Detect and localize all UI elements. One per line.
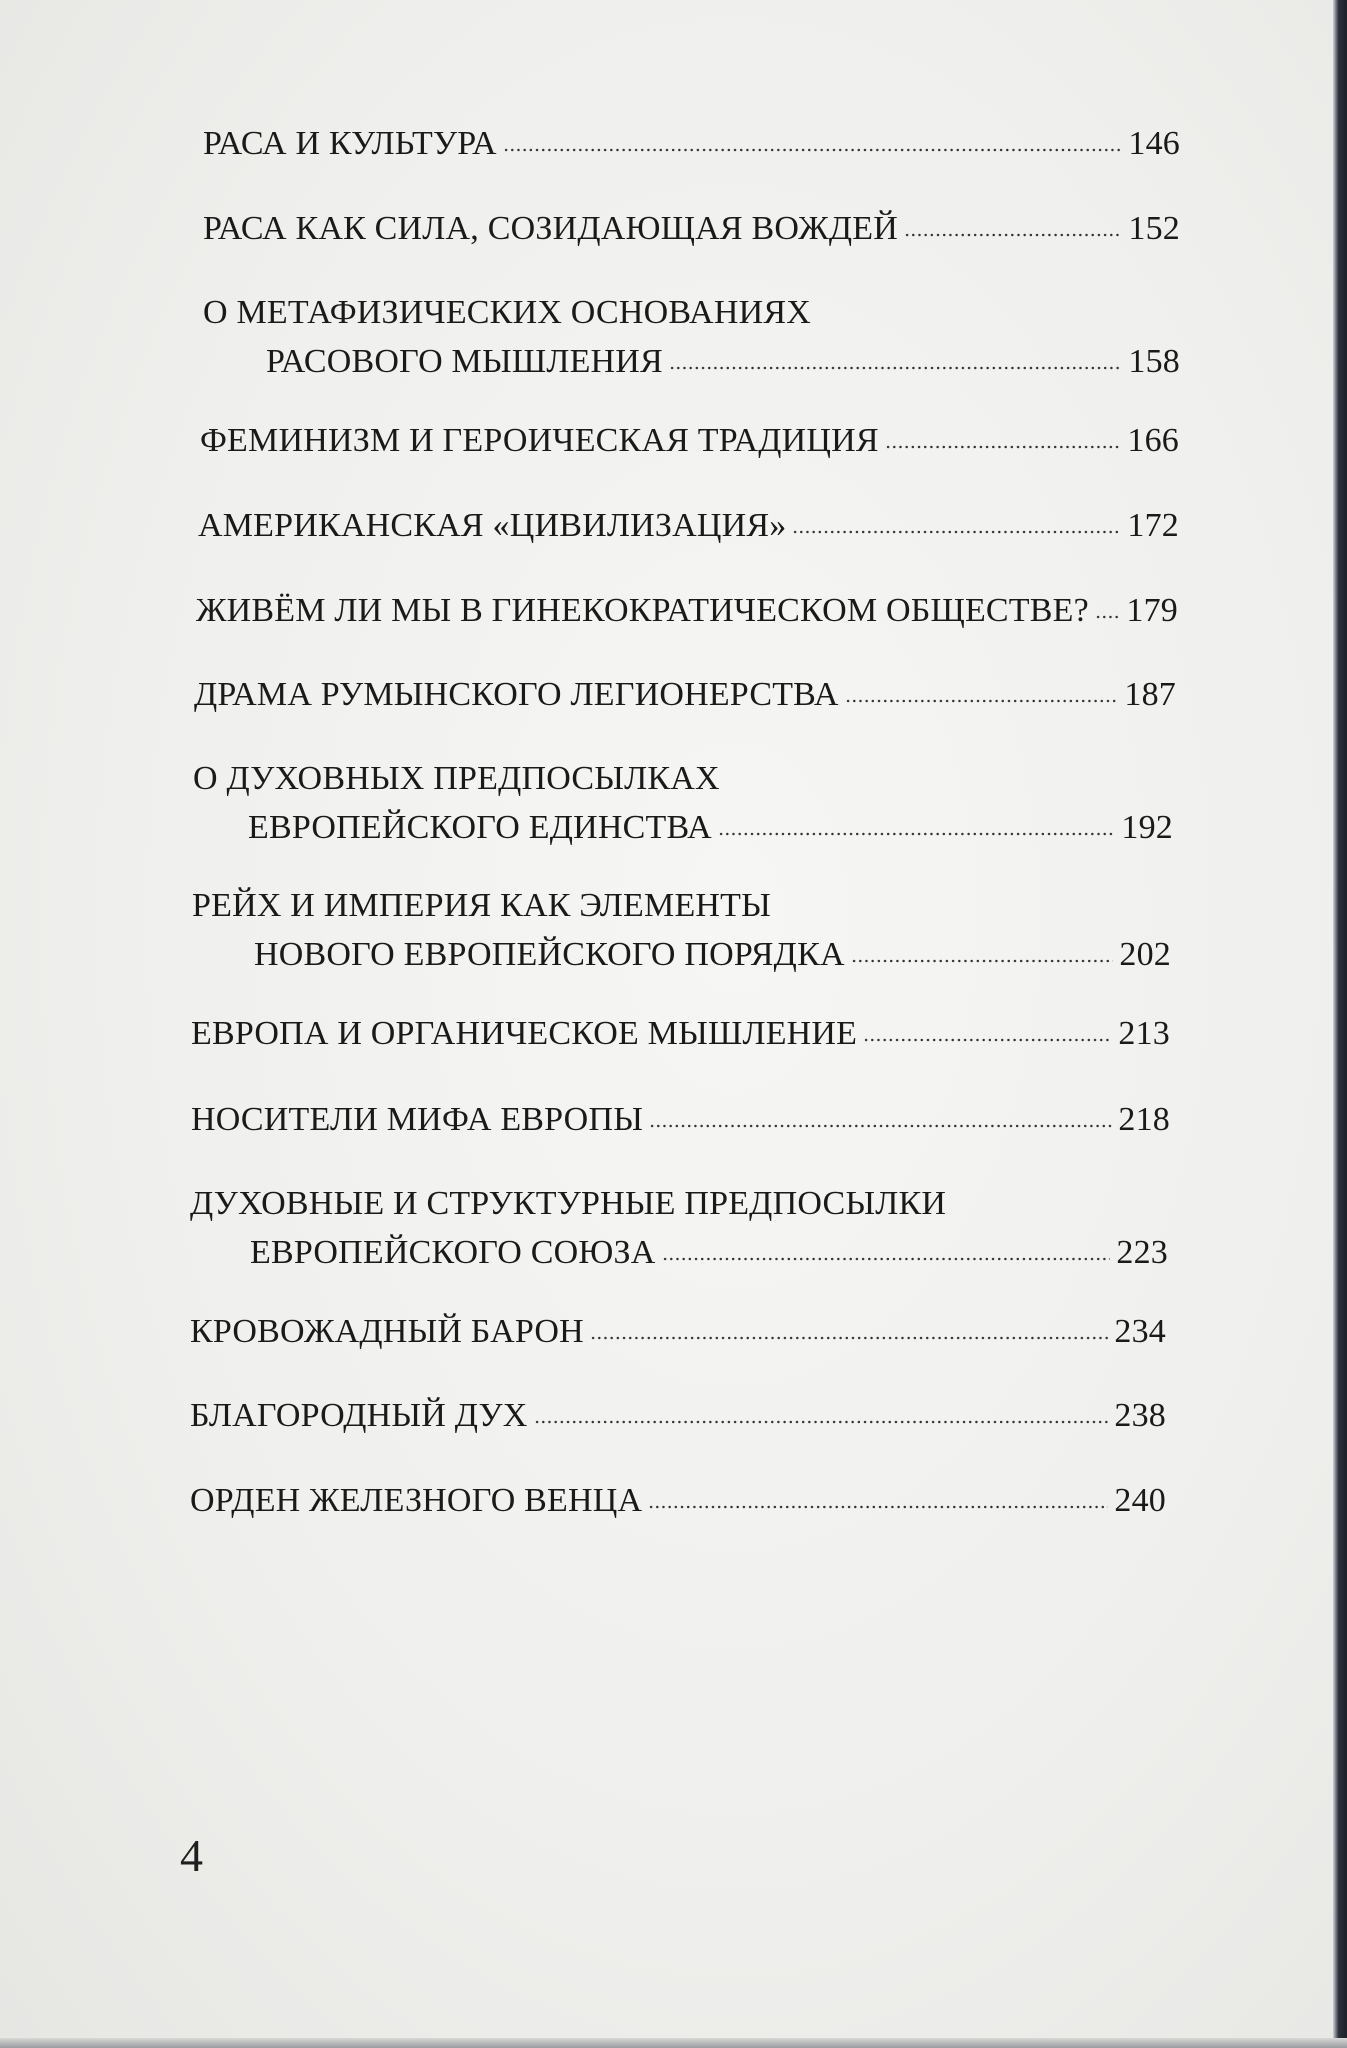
dot-leader <box>885 445 1122 449</box>
dot-leader <box>845 699 1119 703</box>
toc-entry-title: РАСА И КУЛЬТУРА <box>203 125 497 162</box>
dot-leader <box>590 1336 1109 1340</box>
toc-entry-page: 192 <box>1121 809 1173 846</box>
toc-entry-title-continued: ЕВРОПЕЙСКОГО СОЮЗА <box>250 1234 656 1271</box>
toc-entry-title-continued: НОВОГО ЕВРОПЕЙСКОГО ПОРЯДКА <box>254 936 845 973</box>
toc-entry <box>196 594 1178 628</box>
dot-leader <box>1095 615 1120 619</box>
dot-leader <box>662 1257 1111 1261</box>
toc-entry <box>203 127 1180 161</box>
dot-leader <box>792 530 1121 534</box>
toc-line <box>190 1187 1168 1221</box>
toc-entry-title: НОСИТЕЛИ МИФА ЕВРОПЫ <box>191 1101 644 1138</box>
dot-leader <box>863 1038 1112 1042</box>
toc-entry <box>203 296 1180 379</box>
toc-entry <box>192 889 1171 972</box>
toc-entry-page: 166 <box>1127 422 1179 459</box>
toc-entry-page: 202 <box>1119 936 1171 973</box>
toc-entry-title: О МЕТАФИЗИЧЕСКИХ ОСНОВАНИЯХ <box>203 294 811 331</box>
toc-entry <box>190 1399 1166 1433</box>
toc-entry-title: ДУХОВНЫЕ И СТРУКТУРНЫЕ ПРЕДПОСЫЛКИ <box>190 1185 947 1222</box>
toc-line <box>203 296 1180 330</box>
dot-leader <box>534 1420 1109 1424</box>
toc-entry <box>190 1484 1166 1518</box>
toc-line <box>198 509 1179 543</box>
toc-entry <box>200 424 1179 458</box>
page-number: 4 <box>180 1830 203 1881</box>
book-edge-shadow <box>1333 0 1347 2048</box>
toc-entry-page: 240 <box>1114 1482 1166 1519</box>
toc-entry-title: КРОВОЖАДНЫЙ БАРОН <box>190 1313 584 1350</box>
toc-line <box>190 1315 1166 1349</box>
toc-entry-title: ОРДЕН ЖЕЛЕЗНОГО ВЕНЦА <box>190 1482 643 1519</box>
toc-entry <box>193 762 1173 845</box>
toc-line <box>193 762 1173 796</box>
toc-entry <box>191 1017 1170 1051</box>
toc-entry-title-continued: ЕВРОПЕЙСКОГО ЕДИНСТВА <box>248 809 712 846</box>
toc-entry-page: 218 <box>1118 1101 1170 1138</box>
toc-line <box>191 1017 1170 1051</box>
toc-entry-page: 152 <box>1128 210 1180 247</box>
toc-line <box>192 889 1171 923</box>
dot-leader <box>718 832 1115 836</box>
toc-entry <box>194 678 1176 712</box>
toc-line <box>200 424 1179 458</box>
toc-line <box>193 811 1173 845</box>
toc-entry-page: 238 <box>1114 1397 1166 1434</box>
toc-entry-title: ДРАМА РУМЫНСКОГО ЛЕГИОНЕРСТВА <box>194 676 839 713</box>
dot-leader <box>649 1124 1112 1128</box>
dot-leader <box>503 148 1123 152</box>
dot-leader <box>851 959 1114 963</box>
toc-entry <box>198 509 1179 543</box>
toc-entry-title: РАСА КАК СИЛА, СОЗИДАЮЩАЯ ВОЖДЕЙ <box>203 210 899 247</box>
toc-entry-page: 172 <box>1127 507 1179 544</box>
toc-line <box>190 1236 1168 1270</box>
toc-entry-page: 187 <box>1124 676 1176 713</box>
toc-entry-page: 213 <box>1118 1015 1170 1052</box>
toc-line <box>203 212 1180 246</box>
toc-entry-title: О ДУХОВНЫХ ПРЕДПОСЫЛКАХ <box>193 760 720 797</box>
toc-entry <box>203 212 1180 246</box>
book-edge-bottom <box>0 2038 1347 2048</box>
toc-entry <box>191 1103 1170 1137</box>
toc-line <box>190 1484 1166 1518</box>
dot-leader <box>904 233 1122 237</box>
toc-entry-title: ФЕМИНИЗМ И ГЕРОИЧЕСКАЯ ТРАДИЦИЯ <box>200 422 879 459</box>
toc-entry <box>190 1187 1168 1270</box>
toc-entry-page: 146 <box>1128 125 1180 162</box>
toc-entry-page: 158 <box>1128 343 1180 380</box>
toc-entry-title: ЕВРОПА И ОРГАНИЧЕСКОЕ МЫШЛЕНИЕ <box>191 1015 858 1052</box>
toc-entry-title: ЖИВЁМ ЛИ МЫ В ГИНЕКОКРАТИЧЕСКОМ ОБЩЕСТВЕ? <box>196 592 1089 629</box>
dot-leader <box>669 366 1122 370</box>
toc-entry-page: 179 <box>1126 592 1178 629</box>
toc-line <box>203 345 1180 379</box>
toc-entry-title: РЕЙХ И ИМПЕРИЯ КАК ЭЛЕМЕНТЫ <box>192 887 772 924</box>
toc-line <box>191 1103 1170 1137</box>
toc-line <box>196 594 1178 628</box>
toc-entry-title: БЛАГОРОДНЫЙ ДУХ <box>190 1397 528 1434</box>
toc-line <box>192 938 1171 972</box>
toc-entry-page: 223 <box>1116 1234 1168 1271</box>
toc-entry-title-continued: РАСОВОГО МЫШЛЕНИЯ <box>266 343 663 380</box>
toc-entry-title: АМЕРИКАНСКАЯ «ЦИВИЛИЗАЦИЯ» <box>198 507 787 544</box>
toc-line <box>190 1399 1166 1433</box>
toc-line <box>203 127 1180 161</box>
toc-line <box>194 678 1176 712</box>
dot-leader <box>648 1505 1108 1509</box>
toc-entry <box>190 1315 1166 1349</box>
toc-entry-page: 234 <box>1114 1313 1166 1350</box>
